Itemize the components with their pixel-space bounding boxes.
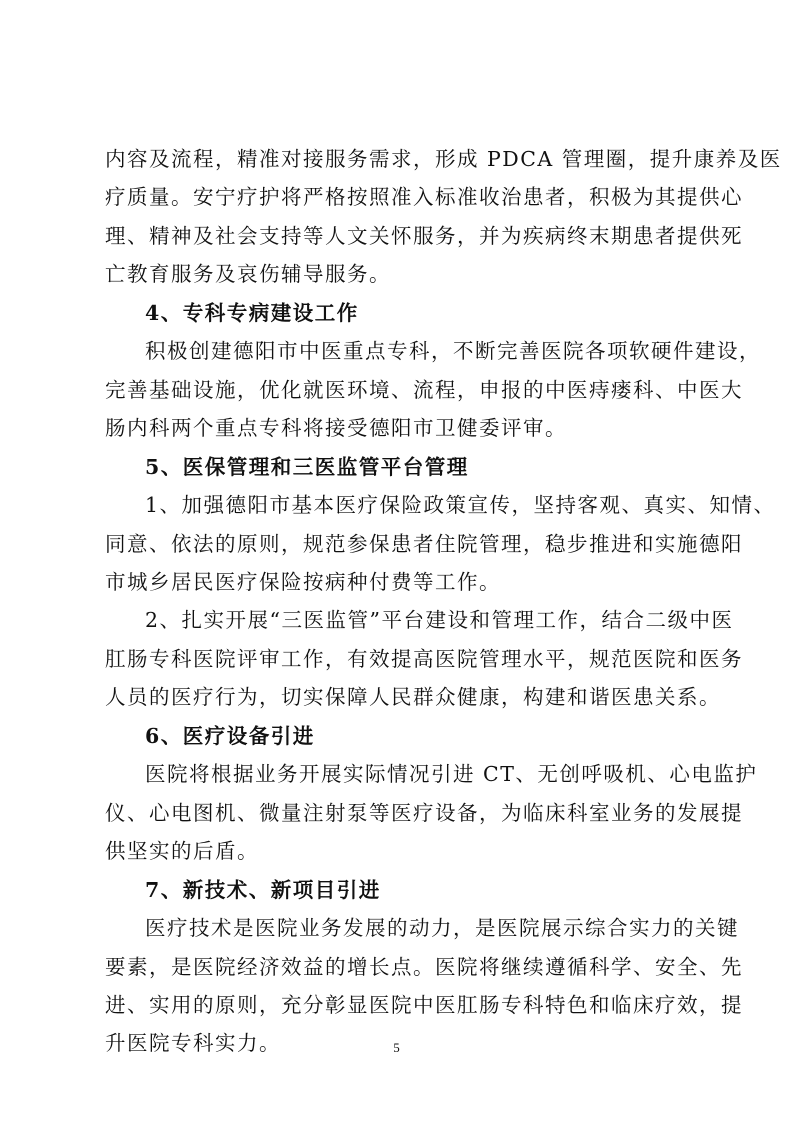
page-number: 5 <box>393 1040 400 1055</box>
text-line: 供坚实的后盾。 <box>105 839 259 864</box>
text-line: 仪、心电图机、微量注射泵等医疗设备，为临床科室业务的发展提 <box>105 800 743 825</box>
text-line: 升医院专科实力。 <box>105 1031 281 1056</box>
section-heading: 5、医保管理和三医监管平台管理 <box>145 454 469 479</box>
text-line: 完善基础设施，优化就医环境、流程，申报的中医痔瘘科、中医大 <box>105 377 743 402</box>
text-line: 进、实用的原则，充分彰显医院中医肛肠专科特色和临床疗效，提 <box>105 992 743 1017</box>
section-heading: 4、专科专病建设工作 <box>145 300 359 325</box>
text-line: 要素，是医院经济效益的增长点。医院将继续遵循科学、安全、先 <box>105 954 743 979</box>
text-line: 肛肠专科医院评审工作，有效提高医院管理水平，规范医院和医务 <box>105 646 743 671</box>
text-line: 疗质量。安宁疗护将严格按照准入标准收治患者，积极为其提供心 <box>105 185 743 210</box>
text-line: 亡教育服务及哀伤辅导服务。 <box>105 262 391 287</box>
section-heading: 6、医疗设备引进 <box>145 723 315 748</box>
text-line: 肠内科两个重点专科将接受德阳市卫健委评审。 <box>105 416 567 441</box>
text-line: 1、加强德阳市基本医疗保险政策宣传，坚持客观、真实、知情、 <box>145 493 776 518</box>
text-line: 市城乡居民医疗保险按病种付费等工作。 <box>105 570 501 594</box>
section-heading: 7、新技术、新项目引进 <box>145 877 381 902</box>
text-line: 内容及流程，精准对接服务需求，形成 PDCA 管理圈，提升康养及医 <box>105 147 782 171</box>
text-line: 理、精神及社会支持等人文关怀服务，并为疾病终末期患者提供死 <box>105 223 743 248</box>
text-line: 人员的医疗行为，切实保障人民群众健康，构建和谐医患关系。 <box>105 685 721 710</box>
text-line: 同意、依法的原则，规范参保患者住院管理，稳步推进和实施德阳 <box>105 531 743 556</box>
text-line: 积极创建德阳市中医重点专科，不断完善医院各项软硬件建设， <box>145 339 761 364</box>
text-line: 2、扎实开展“三医监管”平台建设和管理工作，结合二级中医 <box>145 608 734 633</box>
text-line: 医疗技术是医院业务发展的动力，是医院展示综合实力的关键 <box>145 916 739 940</box>
text-line: 医院将根据业务开展实际情况引进 CT、无创呼吸机、心电监护 <box>145 762 758 787</box>
